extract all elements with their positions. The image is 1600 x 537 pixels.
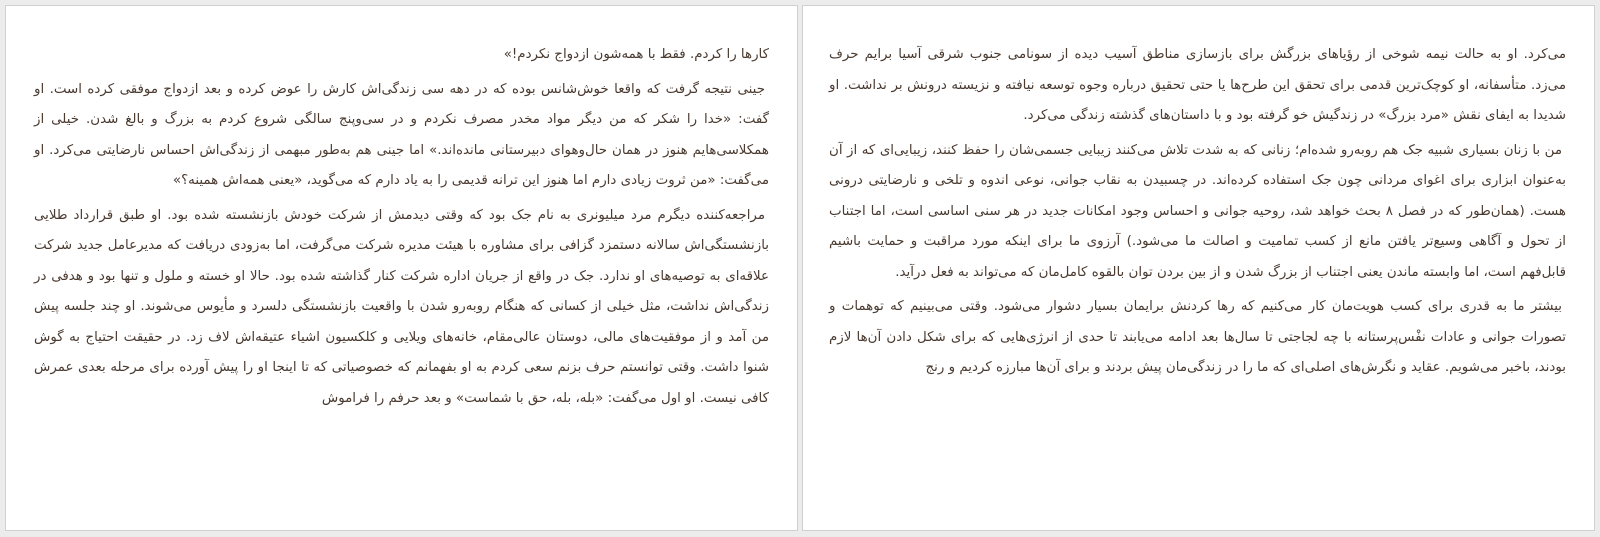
paragraph: من با زنان بسیاری شبیه جک هم روبه‌رو شده‌ام؛ زنانی که به شدت تلاش می‌کنند زیبایی جسمی‌شان را حفظ کنند، زیبایی‌ای که از آن به‌عنوان ابزاری برای اغوای مردانی چون جک استفاده کرده‌اند. در چسبیدن به نقاب جوانی، نوعی اندوه و تلخی و نارضایتی درونی هست. (همان‌طور که در فصل ۸ بحث خواهد شد، روحیه جوانی و احساس وجود امکانات جدید در هر سنی اساسی است، اما اجتناب از تحول و آگاهی وسیع‌تر یافتن مانع از کسب تمامیت و اصالت ما می‌شود.) آرزوی ما برای اینکه مورد مراقبت و حمایت باشیم قابل‌فهم است، اما وابسته ماندن یعنی اجتناب از بزرگ شدن و از بین بردن توان بالقوه کامل‌مان که می‌تواند به فعل درآید. — [829, 142, 1566, 280]
book-spread — [5, 5, 1595, 531]
paragraph: بیشتر ما به قدری برای کسب هویت‌مان کار می‌کنیم که رها کردنش برایمان بسیار دشوار می‌شود. وقتی می‌بینیم که توهمات و تصورات جوانی و عادات نفْس‌پرستانه با چه لجاجتی تا سال‌ها بعد ادامه می‌یابند تا حدی از انرژی‌هایی که برای شکل دادن آن‌ها لازم بودند، باخبر می‌شویم. عقاید و نگرش‌های اصلی‌ای که ما را در زندگی‌مان پیش بردند و برای آن‌ها مبارزه کردیم و رنج — [829, 299, 1566, 375]
right-page — [802, 5, 1595, 531]
paragraph: جینی نتیجه گرفت که واقعا خوش‌شانس بوده که در دهه سی زندگی‌اش کارش را عوض کرده و بعد ازدواج موفقی کرده است. او گفت: «خدا را شکر که من دیگر مواد مخدر مصرف نکردم و در سی‌وپنج سالگی شروع کردم به بزرگ و بالغ شدن. خیلی از همکلاسی‌هایم هنوز در همان حال‌وهوای دبیرستانی مانده‌اند.» اما جینی هم به‌طور مبهمی از زندگی‌اش احساس نارضایتی می‌کرد. او می‌گفت: «من ثروت زیادی دارم اما هنوز این ترانه قدیمی را به یاد دارم که می‌گوید، «یعنی همه‌اش همینه؟» — [34, 81, 769, 188]
paragraph: می‌کرد. او به حالت نیمه شوخی از رؤیاهای بزرگش برای بازسازی مناطق آسیب دیده از سونامی جنوب شرقی آسیا برایم حرف می‌زد. متأسفانه، او کوچک‌ترین قدمی برای تحقق این طرح‌ها یا حتی تحقیق درباره وجوه توسعه نیافته و نزیسته درونش بر نداشت. او شدیدا به ایفای نقش «مرد بزرگ» در زندگیش خو گرفته بود و با داستان‌های گذشته زندگی می‌کرد. — [829, 47, 1566, 123]
left-page-text — [34, 40, 769, 418]
paragraph: کارها را کردم. فقط با همه‌شون ازدواج نکردم!» — [503, 47, 769, 62]
paragraph: مراجعه‌کننده دیگرم مرد میلیونری به نام جک بود که وقتی دیدمش از شرکت خودش بازنشسته شده بود. او طبق قرارداد طلایی بازنشستگی‌اش سالانه دستمزد گزافی برای مشاوره با هیئت مدیره شرکت می‌گرفت، اما به‌زودی دریافت که مدیرعامل جدید شرکت علاقه‌ای به توصیه‌های او ندارد. جک در واقع از جریان اداره شرکت کنار گذاشته شده بود. حالا او خسته و ملول و تنها بود و هدفی در زندگی‌اش نداشت، مثل خیلی از کسانی که هنگام روبه‌رو شدن با واقعیت بازنشستگی دلسرد و مأیوس می‌شوند. او چند جلسه پیش من آمد و از موفقیت‌های مالی، دوستان عالی‌مقام، خانه‌های ویلایی و کلکسیون اشیاء عتیقه‌اش لاف زد. در حقیقت احتیاج به گوش شنوا داشت. وقتی توانستم حرف بزنم سعی کردم به او بفهمانم که خصوصیاتی که تا اینجا او را پیش آورده برای مرحله بعدی عمرش کافی نیست. او اول می‌گفت: «بله، بله، حق با شماست» و بعد حرفم را فراموش — [34, 207, 769, 406]
left-page — [5, 5, 798, 531]
right-page-text — [829, 40, 1566, 388]
